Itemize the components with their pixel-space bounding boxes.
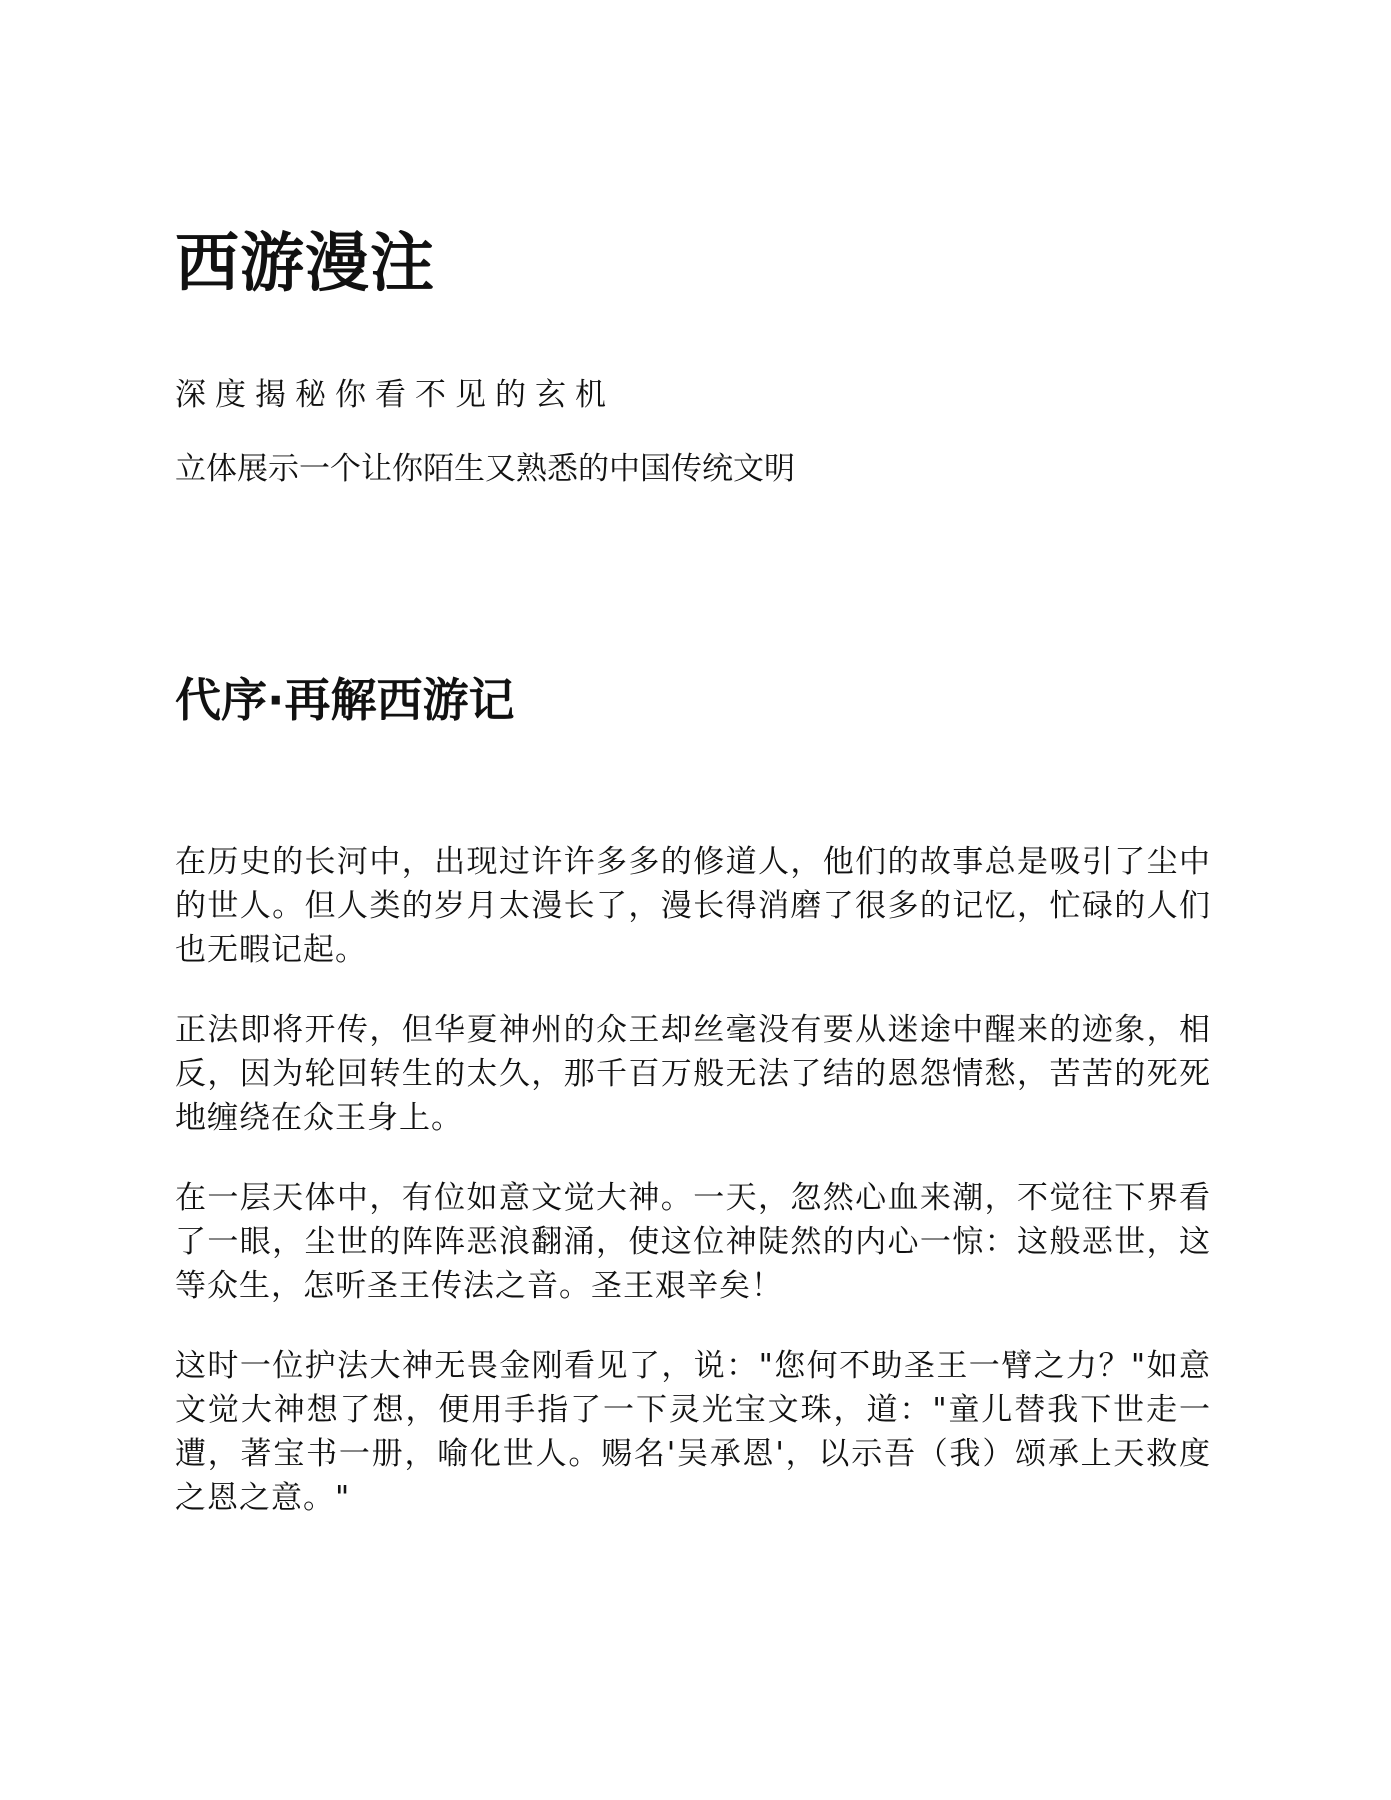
tagline-primary: 深度揭秘你看不见的玄机 [175,377,615,413]
paragraph: 正法即将开传，但华夏神州的众王却丝毫没有要从迷途中醒来的迹象，相反，因为轮回转生的太久，那千百万般无法了结的恩怨情愁，苦苦的死死地缠绕在众王身上。 [175,1012,1211,1136]
paragraph: 这时一位护法大神无畏金刚看见了，说："您何不助圣王一臂之力？"如意文觉大神想了想，便用手指了一下灵光宝文珠，道："童儿替我下世走一遭，著宝书一册，喻化世人。赐名'吴承恩'，以示吾（我）颂承上天救度之恩之意。" [175,1348,1211,1516]
tagline-secondary: 立体展示一个让你陌生又熟悉的中国传统文明 [175,451,795,487]
body-text [175,840,1211,1556]
document-title: 西游漫注 [175,227,435,301]
paragraph: 在历史的长河中，出现过许许多多的修道人，他们的故事总是吸引了尘中的世人。但人类的岁月太漫长了，漫长得消磨了很多的记忆，忙碌的人们也无暇记起。 [175,844,1211,968]
section-title: 代序·再解西游记 [175,673,515,727]
paragraph: 在一层天体中，有位如意文觉大神。一天，忽然心血来潮，不觉往下界看了一眼，尘世的阵阵恶浪翻涌，使这位神陡然的内心一惊：这般恶世，这等众生，怎听圣王传法之音。圣王艰辛矣！ [175,1180,1211,1304]
